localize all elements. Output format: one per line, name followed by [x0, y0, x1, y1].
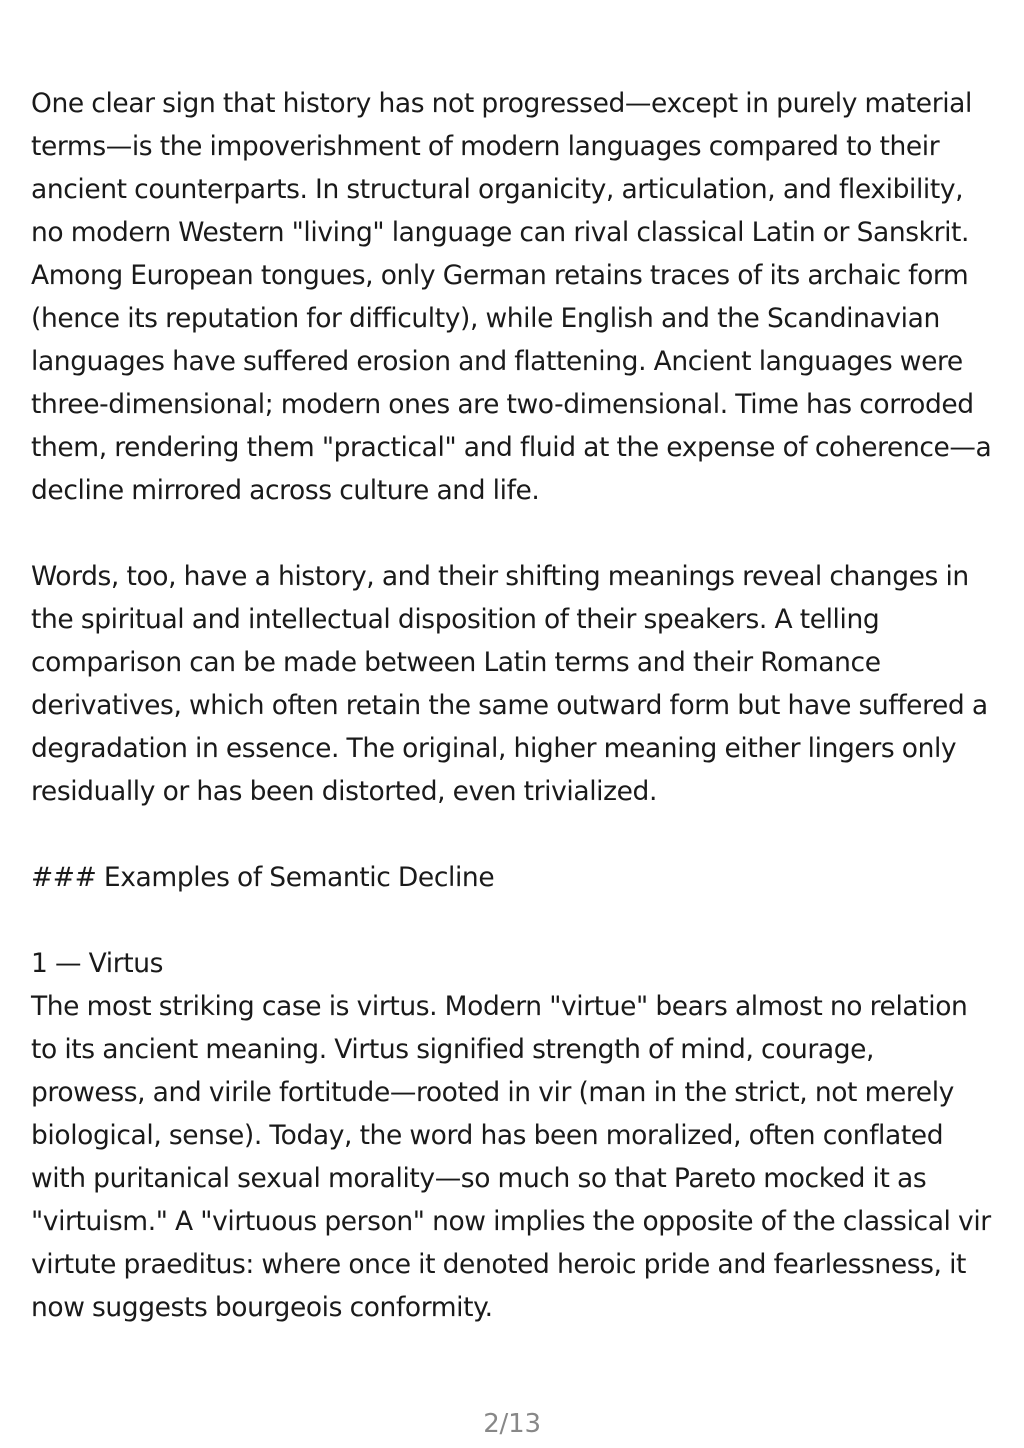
item-1-title: 1 — Virtus — [31, 948, 164, 979]
paragraph-gap — [31, 512, 993, 555]
paragraph-gap — [31, 813, 993, 856]
page-number: 2/13 — [483, 1409, 541, 1439]
item-1-body: The most striking case is virtus. Modern "virtue" bears almost no relation to its ancient meaning. Virtus signified strength of mind, courage, prowess, and virile fortitude—rooted in vir (man in the strict, not merely biological, sense). Today, the word has been moralized, often conflated with puritanical sexual morality—so much so that Pareto mocked it as "virtuism." A "virtuous person" now implies the opposite of the classical vir virtute praeditus: where once it denoted heroic pride and fearlessness, it now suggests bourgeois conformity. — [31, 991, 999, 1323]
document-body — [31, 82, 999, 1329]
section-heading: ### Examples of Semantic Decline — [31, 862, 495, 893]
paragraph-1: One clear sign that history has not progressed—except in purely material terms—is the impoverishment of modern languages compared to their ancient counterparts. In structural organicity, articulation, and flexibility, no modern Western "living" language can rival classical Latin or Sanskrit. Among European tongues, only German retains traces of its archaic form (hence its reputation for difficulty), while English and the Scandinavian languages have suffered erosion and flattening. Ancient languages were three-dimensional; modern ones are two-dimensional. Time has corroded them, rendering them "practical" and fluid at the expense of coherence—a decline mirrored across culture and life. — [31, 88, 999, 506]
paragraph-2: Words, too, have a history, and their shifting meanings reveal changes in the spiritual and intellectual disposition of their speakers. A telling comparison can be made between Latin terms and their Romance derivatives, which often retain the same outward form but have suffered a degradation in essence. The original, higher meaning either lingers only residually or has been distorted, even trivialized. — [31, 561, 996, 807]
paragraph-gap — [31, 899, 993, 942]
